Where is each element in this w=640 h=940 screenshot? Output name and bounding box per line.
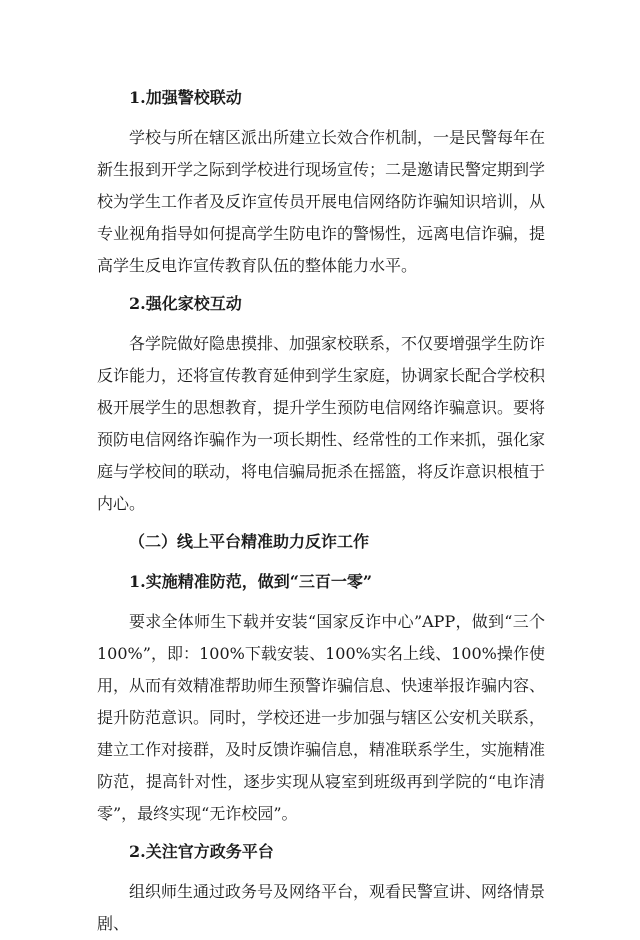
- section-heading-strengthen-home-school-interaction: 2.强化家校互动: [129, 294, 242, 313]
- document-body: [97, 82, 545, 940]
- section-heading-precise-prevention: 1.实施精准防范，做到“三百一零”: [129, 572, 373, 591]
- section-heading-online-platforms: （二）线上平台精准助力反诈工作: [129, 532, 370, 551]
- section-heading-official-government-platforms: 2.关注官方政务平台: [129, 842, 274, 861]
- paragraph-government-accounts: 组织师生通过政务号及网络平台，观看民警宣讲、网络情景剧、: [97, 882, 546, 933]
- paragraph-anti-fraud-app: 要求全体师生下载并安装“国家反诈中心”APP，做到“三个100%”，即：100%下载安装、100%实名上线、100%操作使用，从而有效精准帮助师生预警诈骗信息、快速举报诈骗内容、提升防范意识。同时，学校还进一步加强与辖区公安机关联系，建立工作对接群，及时反馈诈骗信息，精准联系学生，实施精准防范，提高针对性，逐步实现从寝室到班级再到学院的“电诈清零”，最终实现“无诈校园”。: [97, 612, 546, 823]
- paragraph-home-school-contact: 各学院做好隐患摸排、加强家校联系，不仅要增强学生防诈反诈能力，还将宣传教育延伸到学生家庭，协调家长配合学校积极开展学生的思想教育，提升学生预防电信网络诈骗意识。要将预防电信网络诈骗作为一项长期性、经常性的工作来抓，强化家庭与学校间的联动，将电信骗局扼杀在摇篮，将反诈意识根植于内心。: [97, 334, 546, 513]
- section-heading-strengthen-police-school-linkage: 1.加强警校联动: [129, 88, 242, 107]
- paragraph-police-school-cooperation: 学校与所在辖区派出所建立长效合作机制，一是民警每年在新生报到开学之际到学校进行现场宣传；二是邀请民警定期到学校为学生工作者及反诈宣传员开展电信网络防诈骗知识培训，从专业视角指导如何提高学生防电诈的警惕性，远离电信诈骗，提高学生反电诈宣传教育队伍的整体能力水平。: [97, 128, 546, 275]
